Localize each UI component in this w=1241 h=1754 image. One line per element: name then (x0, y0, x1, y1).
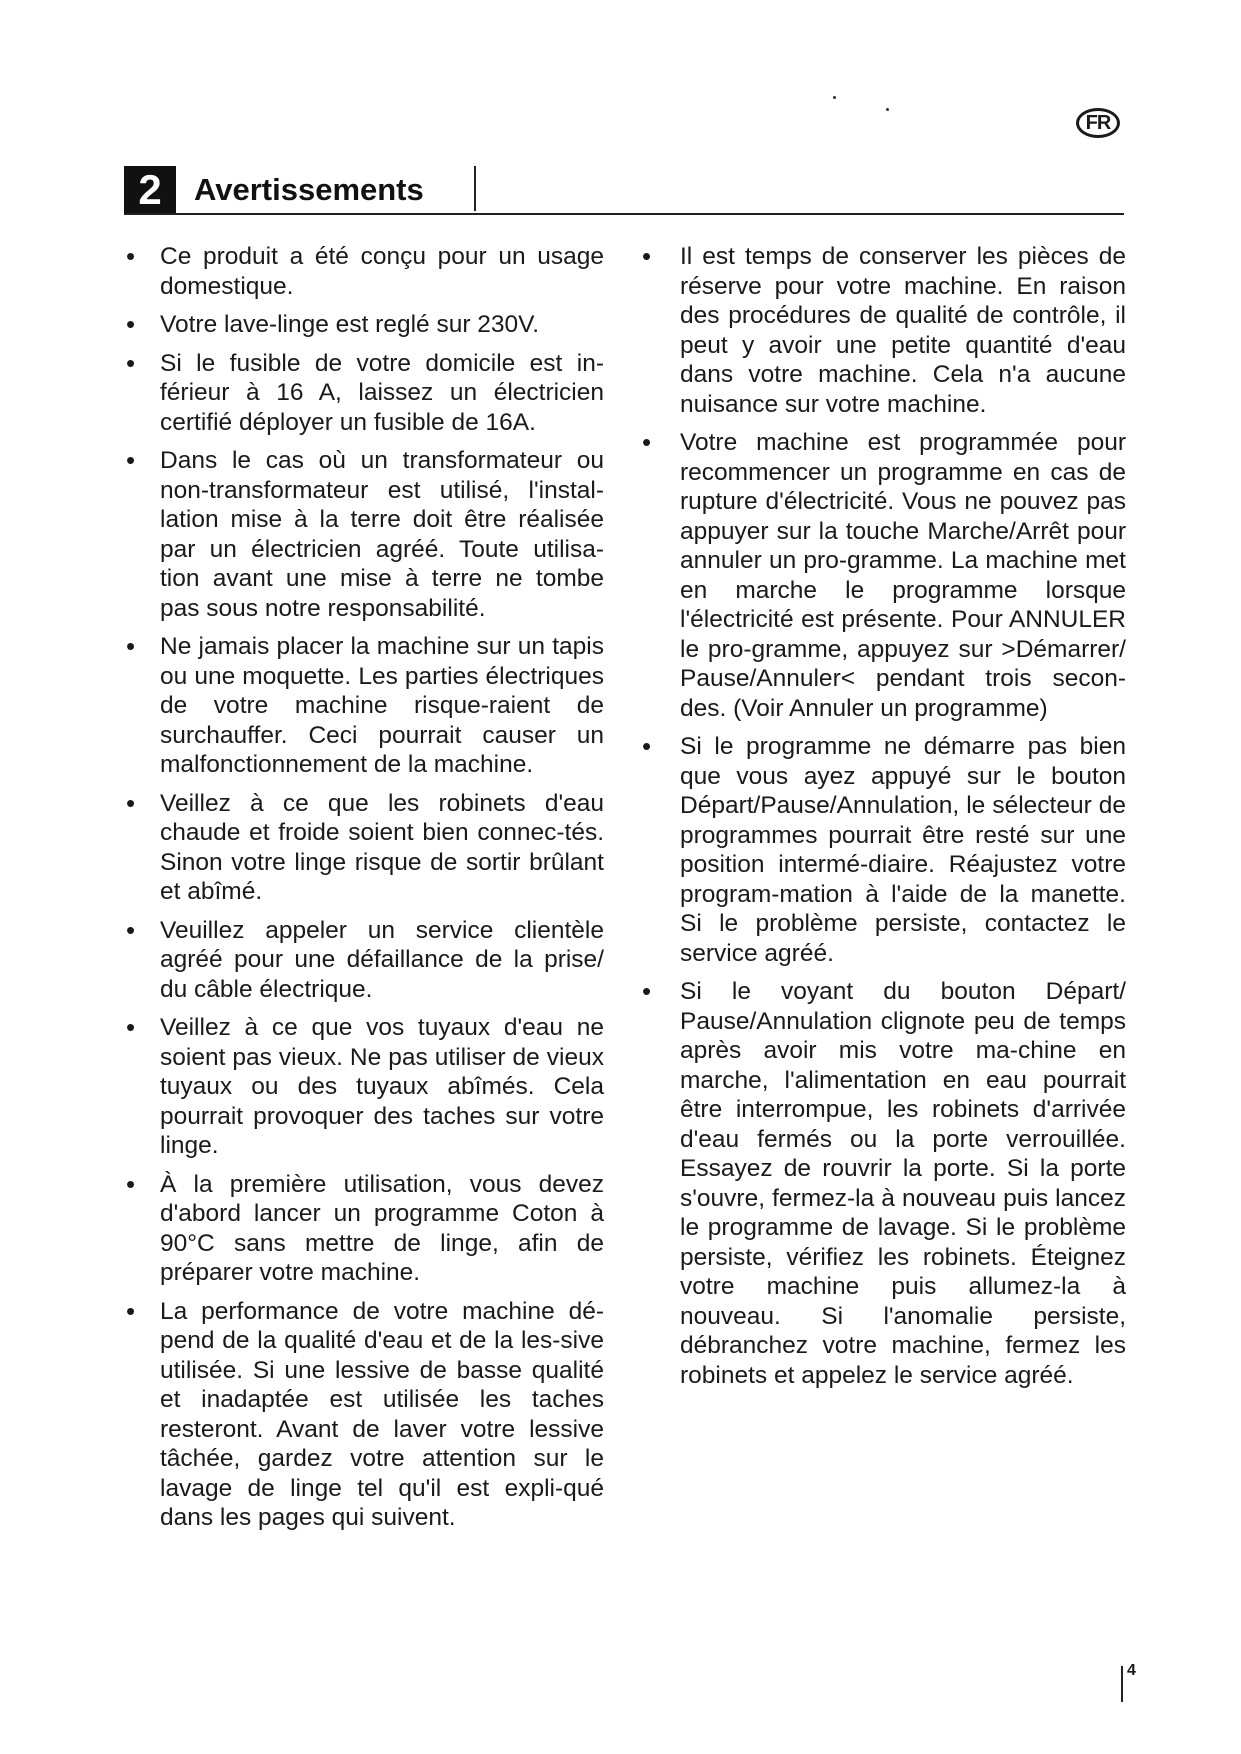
bullet-icon: • (642, 976, 652, 1006)
warning-text: Veuillez appeler un service clientèle agréé pour une défaillance de la prise/ du câble électrique. (160, 916, 604, 1003)
warning-text: Si le fusible de votre domicile est in-férieur à 16 A, laissez un électricien certifié déployer un fusible de 16A. (160, 349, 604, 436)
scan-speck (886, 108, 889, 111)
warning-text: Ne jamais placer la machine sur un tapis ou une moquette. Les parties électriques de votre machine risque-raient de surchauffer. Ceci pourrait causer un malfonctionnement de la machine. (160, 633, 604, 778)
section-title: Avertissements (194, 172, 424, 207)
warning-text: Si le programme ne démarre pas bien que vous ayez appuyé sur le bouton Départ/Pause/Annulation, le sélecteur de programmes pourrait être resté sur une position intermé-diaire. Réajustez votre program-mation à l'aide de la manette. Si le problème persiste, contactez le service agréé. (680, 733, 1126, 967)
language-badge-label: FR (1085, 111, 1111, 134)
bullet-icon: • (126, 1168, 136, 1199)
warning-text: Ce produit a été conçu pour un usage domestique. (160, 243, 604, 300)
warning-text: Votre machine est programmée pour recommencer un programme en cas de rupture d'électricité. Vous ne pouvez pas appuyer sur la touche Marche/Arrêt pour annuler un pro-gramme. La machine met en marche le programme lorsque l'électricité est présente. Pour ANNULER le pro-gramme, appuyez sur >Démarrer/ Pause/Annuler< pendant trois secon-des. (Voir Annuler un programme) (680, 429, 1126, 722)
page-number-bar (1121, 1666, 1123, 1702)
warning-item (124, 446, 604, 623)
warning-text: Dans le cas où un transformateur ou non-transformateur est utilisé, l'instal-lation mise à la terre doit être réalisée par un électricien agréé. Toute utilisa-tion avant une mise à terre ne tombe pas sous notre responsabilité. (160, 447, 604, 622)
scan-speck (833, 96, 836, 99)
right-bullet-list (640, 242, 1126, 1390)
warning-item (124, 1170, 604, 1288)
warning-text: Veillez à ce que les robinets d'eau chaude et froide soient bien connec-tés. Sinon votre linge risque de sortir brûlant et abîmé. (160, 789, 604, 905)
header-rule (124, 213, 1124, 215)
section-number: 2 (138, 166, 162, 213)
bullet-icon: • (126, 1012, 136, 1042)
bullet-icon: • (642, 427, 652, 457)
bullet-icon: • (126, 787, 136, 818)
warning-item (124, 242, 604, 301)
right-column (640, 242, 1126, 1399)
bullet-icon: • (642, 731, 652, 761)
language-badge (1076, 108, 1120, 138)
warning-text: Si le voyant du bouton Départ/ Pause/Annulation clignote peu de temps après avoir mis votre ma-chine en marche, l'alimentation en eau pourrait être interrompue, les robinets d'arrivée d'eau fermés ou la porte verrouillée. Essayez de rouvrir la porte. Si la porte s'ouvre, fermez-la à nouveau puis lancez le programme de lavage. Si le problème persiste, vérifiez les robinets. Éteignez votre machine puis allumez-la à nouveau. Si l'anomalie persiste, débranchez votre machine, fermez les robinets et appelez le service agréé. (680, 978, 1126, 1389)
warning-item (124, 1013, 604, 1161)
warning-text: Il est temps de conserver les pièces de réserve pour votre machine. En raison des procédures de qualité de contrôle, il peut y avoir une petite quantité d'eau dans votre machine. Cela n'a aucune nuisance sur votre machine. (680, 243, 1126, 418)
warning-item (124, 349, 604, 438)
warning-item (640, 977, 1126, 1390)
left-bullet-list (124, 242, 604, 1533)
bullet-icon: • (642, 241, 652, 271)
warning-item (124, 789, 604, 907)
warning-item (124, 916, 604, 1005)
page-number: 4 (1127, 1662, 1136, 1679)
title-divider (474, 166, 476, 211)
bullet-icon: • (126, 914, 136, 945)
warning-item (640, 428, 1126, 723)
section-header (124, 166, 1124, 216)
warning-text: À la première utilisation, vous devez d'abord lancer un programme Coton à 90°C sans mettre de linge, afin de préparer votre machine. (160, 1170, 604, 1286)
warning-item (124, 310, 604, 340)
left-column (124, 242, 604, 1542)
warning-text: La performance de votre machine dé-pend de la qualité d'eau et de la les-sive utilisée. Si une lessive de basse qualité et inadaptée est utilisée les taches resteront. Avant de laver votre lessive tâchée, gardez votre attention sur le lavage de linge tel qu'il est expli-qué dans les pages qui suivent. (160, 1297, 604, 1531)
warning-text: Veillez à ce que vos tuyaux d'eau ne soient pas vieux. Ne pas utiliser de vieux tuyaux ou des tuyaux abîmés. Cela pourrait provoquer des taches sur votre linge. (160, 1014, 604, 1159)
bullet-icon: • (126, 309, 136, 339)
section-number-box (124, 166, 176, 214)
warning-item (124, 1297, 604, 1533)
warning-item (124, 632, 604, 780)
bullet-icon: • (126, 445, 136, 475)
bullet-icon: • (126, 241, 136, 271)
warning-text: Votre lave-linge est reglé sur 230V. (160, 311, 540, 338)
bullet-icon: • (126, 347, 136, 378)
bullet-icon: • (126, 1295, 136, 1326)
warning-item (640, 732, 1126, 968)
bullet-icon: • (126, 631, 136, 661)
warning-item (640, 242, 1126, 419)
page-number-marker (1121, 1660, 1141, 1702)
